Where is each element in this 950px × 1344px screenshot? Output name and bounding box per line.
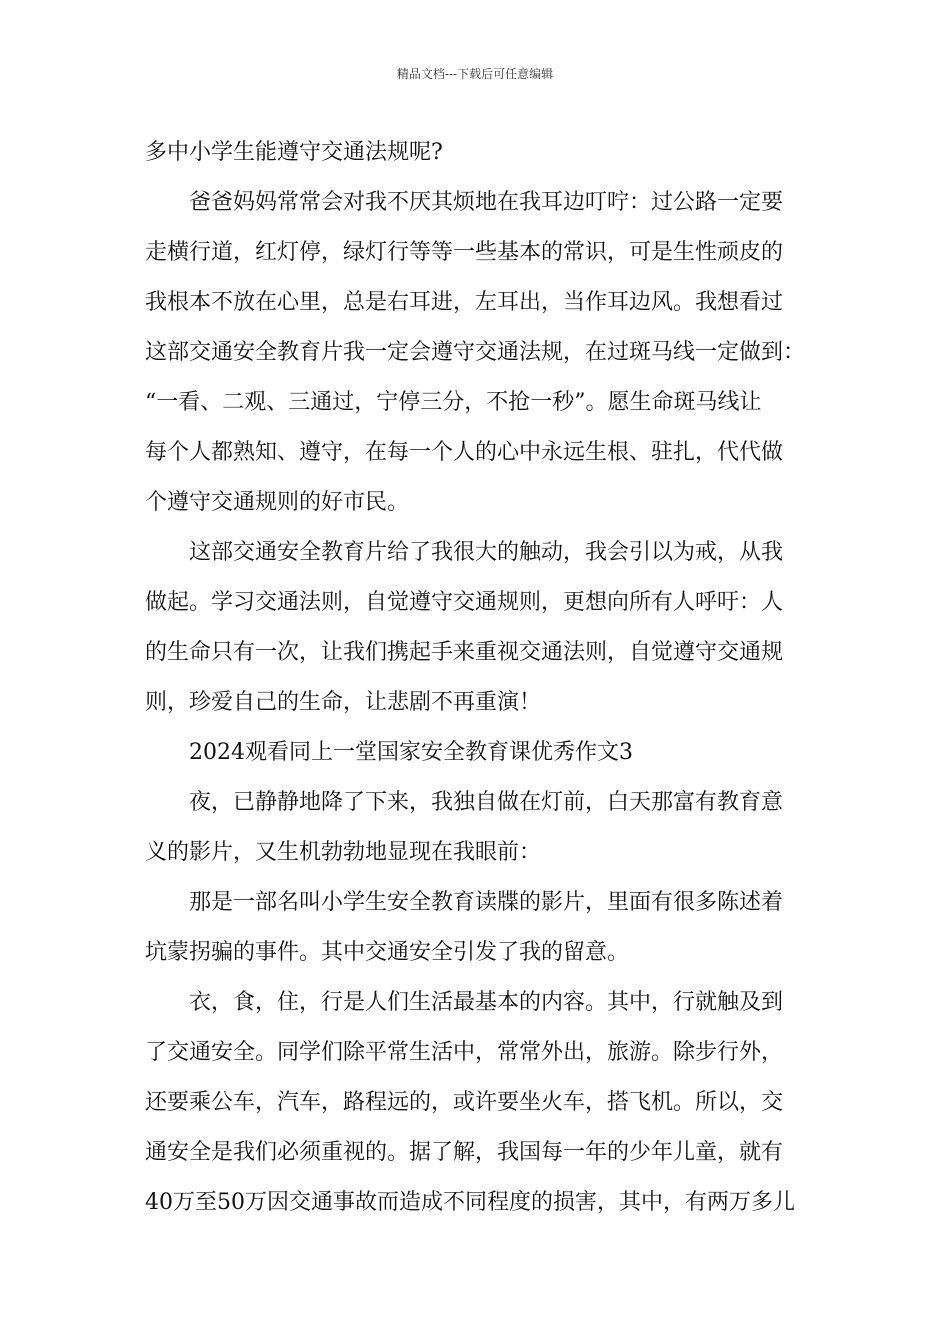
text-line: 还要乘公车，汽车，路程远的，或许要坐火车，搭飞机。所以，交 bbox=[145, 1090, 784, 1115]
text-line: 这部交通安全教育片给了我很大的触动，我会引以为戒，从我 bbox=[189, 540, 784, 565]
text-line: 个遵守交通规则的好市民。 bbox=[145, 490, 410, 515]
text-line: 40万至50万因交通事故而造成不同程度的损害，其中，有两万多儿 bbox=[145, 1190, 795, 1215]
text-line: 我根本不放在心里，总是右耳进，左耳出，当作耳边风。我想看过 bbox=[145, 290, 784, 315]
text-line: 坑蒙拐骗的事件。其中交通安全引发了我的留意。 bbox=[145, 940, 630, 965]
section-heading: 2024观看同上一堂国家安全教育课优秀作文3 bbox=[189, 740, 633, 765]
page-header: 精品文档---下载后可任意编辑 bbox=[396, 67, 554, 81]
text-line: 则，珍爱自己的生命，让悲剧不再重演！ bbox=[145, 690, 542, 715]
text-line: 走横行道，红灯停，绿灯行等等一些基本的常识，可是生性顽皮的 bbox=[145, 240, 784, 265]
text-line: “一看、二观、三通过，宁停三分，不抢一秒”。愿生命斑马线让 bbox=[145, 390, 762, 415]
text-line: 了交通安全。同学们除平常生活中，常常外出，旅游。除步行外， bbox=[145, 1040, 784, 1065]
text-line: 那是一部名叫小学生安全教育读牒的影片，里面有很多陈述着 bbox=[189, 890, 784, 915]
text-line: 做起。学习交通法则，自觉遵守交通规则，更想向所有人呼吁：人 bbox=[145, 590, 784, 615]
text-line: 义的影片，又生机勃勃地显现在我眼前： bbox=[145, 840, 542, 865]
text-line: 衣，食，住，行是人们生活最基本的内容。其中，行就触及到 bbox=[189, 990, 784, 1015]
text-line: 的生命只有一次，让我们携起手来重视交通法则，自觉遵守交通规 bbox=[145, 640, 784, 665]
document-body bbox=[145, 128, 805, 1228]
text-line: 夜，已静静地降了下来，我独自做在灯前，白天那富有教育意 bbox=[189, 790, 784, 815]
text-line: 爸爸妈妈常常会对我不厌其烦地在我耳边叮咛：过公路一定要 bbox=[189, 190, 784, 215]
text-line: 多中小学生能遵守交通法规呢? bbox=[145, 140, 443, 165]
text-line: 这部交通安全教育片我一定会遵守交通法规，在过斑马线一定做到： bbox=[145, 340, 806, 365]
text-line: 每个人都熟知、遵守，在每一个人的心中永远生根、驻扎，代代做 bbox=[145, 440, 784, 465]
text-line: 通安全是我们必须重视的。据了解，我国每一年的少年儿童，就有 bbox=[145, 1140, 784, 1165]
